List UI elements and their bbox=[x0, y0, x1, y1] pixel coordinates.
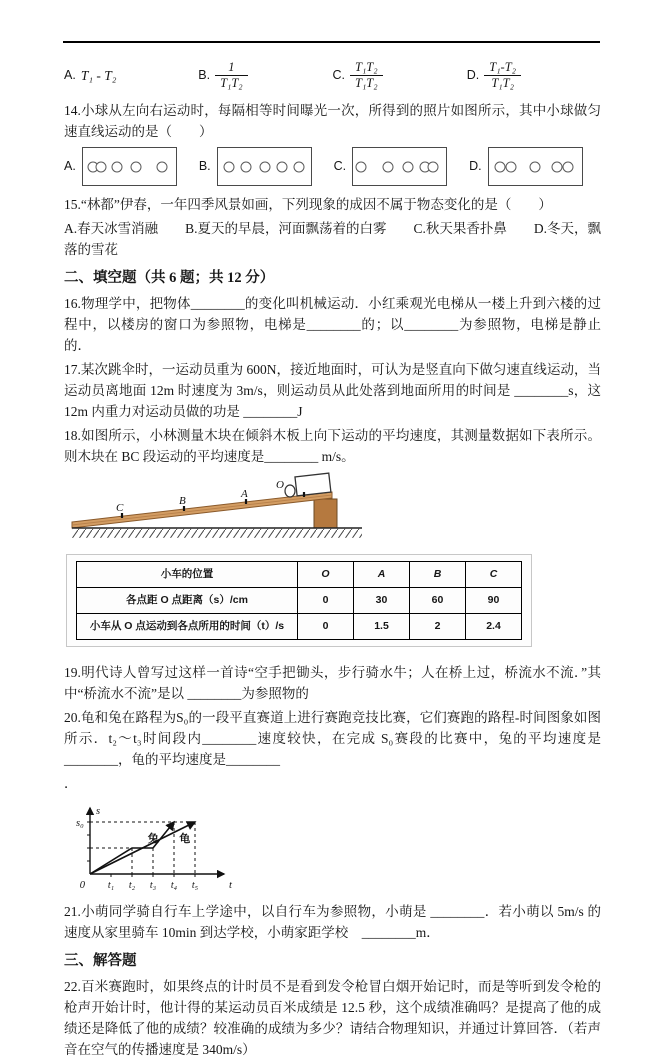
block-on-incline bbox=[295, 473, 331, 496]
ball bbox=[130, 161, 141, 172]
question-14: 14.小球从左向右运动时，每隔相等时间曝光一次，所得到的照片如图所示，其中小球做匀速直线运动的是（ ） bbox=[64, 103, 601, 139]
q18-table-wrapper bbox=[66, 554, 532, 647]
question-20-period: ． bbox=[64, 776, 78, 791]
value-cell: 0 bbox=[298, 614, 354, 640]
table-row bbox=[77, 614, 522, 640]
ball-figure bbox=[334, 147, 448, 186]
ball bbox=[562, 161, 573, 172]
ball bbox=[241, 161, 252, 172]
table-row bbox=[77, 562, 522, 588]
q13-option bbox=[198, 60, 332, 91]
option-fraction: $\frac{1}{\text{T₁T₂}}$ bbox=[215, 60, 248, 91]
ball-box bbox=[352, 147, 447, 186]
ball bbox=[428, 161, 439, 172]
question-21: 21.小萌同学骑自行车上学途中，以自行车为参照物，小萌是 ________．若小萌以 5m/s 的速度从家里骑车 10min 到达学校，小萌家距学校 ________m． bbox=[64, 904, 601, 940]
point-label-b: B bbox=[179, 495, 186, 507]
ball bbox=[494, 161, 505, 172]
value-cell: C bbox=[466, 562, 522, 588]
q20-graph-figure bbox=[64, 796, 601, 898]
ball-figure bbox=[469, 147, 583, 186]
ground-hatching bbox=[72, 529, 362, 538]
ball bbox=[551, 161, 562, 172]
figure-label: A. bbox=[64, 159, 76, 173]
table-row bbox=[77, 588, 522, 614]
x-axis-label: t bbox=[229, 880, 232, 891]
q14-figures bbox=[64, 147, 601, 186]
x-tick-label: t₄ bbox=[170, 880, 178, 891]
option-label: A. bbox=[64, 67, 76, 82]
question-22: 22.百米赛跑时，如果终点的计时员不是看到发令枪冒白烟开始记时，而是等听到发令枪的枪声开始计时，他计得的某运动员百米成绩是 12.5 秒，这个成绩准确吗？是提高了他的成绩还是降低了他的成绩？较准确的成绩为多少？请结合物理知识，并通过计算回答．（若声音在空气的传播速度是 340m/s） bbox=[64, 979, 601, 1057]
question-20: 20.龟和兔在路程为S₀的一段平直赛道上进行赛跑竞技比赛，它们赛跑的路程-时间图象如图所示．t₂～t₃时间段内________速度较快，在完成 S₀赛段的比赛中，兔的平均速度是________，龟的平均速度是________ bbox=[64, 710, 601, 767]
incline-figure bbox=[64, 470, 601, 546]
x-tick-label: t₅ bbox=[191, 880, 199, 891]
q20-graph bbox=[64, 796, 239, 892]
section-2-header: 二、填空题（共 6 题；共 12 分） bbox=[64, 270, 275, 286]
option-expression: T₁ - T₂ bbox=[80, 67, 117, 83]
figure-label: B. bbox=[198, 159, 211, 173]
x-tick-label: t₂ bbox=[128, 880, 136, 891]
ball bbox=[112, 161, 123, 172]
question-19: 19.明代诗人曾写过这样一首诗“空手把锄头，步行骑水牛；人在桥上过，桥流水不流．”其中“桥流水不流”是以 ________为参照物的 bbox=[64, 665, 601, 701]
question-17: 17.某次跳伞时，一运动员重为 600N，接近地面时，可认为是竖直向下做匀速直线运动，当运动员离地面 12m 时速度为 3m/s，则运动员从此处落到地面所用的时间是 ________s，这 12m 内重力对运动员做的功是 ________J bbox=[64, 362, 601, 419]
option-label: D. bbox=[466, 67, 480, 82]
point-label-c: C bbox=[116, 502, 124, 514]
option-fraction: $\frac{\text{T₁-T₂}}{\text{T₁T₂}}$ bbox=[484, 60, 521, 91]
value-cell: 0 bbox=[298, 588, 354, 614]
ball-box bbox=[488, 147, 583, 186]
question-16: 16.物理学中，把物体________的变化叫机械运动．小红乘观光电梯从一楼上升到六楼的过程中，以楼房的窗口为参照物，电梯是________的；以________为参照物，电梯是静止的． bbox=[64, 296, 601, 353]
q13-option bbox=[333, 60, 467, 91]
ball-figure bbox=[199, 147, 312, 186]
ball bbox=[402, 161, 413, 172]
page-content bbox=[64, 50, 601, 1063]
ball-figure bbox=[64, 147, 177, 186]
incline-svg bbox=[64, 470, 369, 540]
ball bbox=[276, 161, 287, 172]
ball-box bbox=[217, 147, 312, 186]
x-tick-label: t₁ bbox=[107, 880, 115, 891]
value-cell: 90 bbox=[466, 588, 522, 614]
x-tick-label: t₃ bbox=[149, 880, 157, 891]
option-label: B. bbox=[198, 67, 211, 82]
point-label-a: A bbox=[241, 488, 248, 500]
y-axis-label: s bbox=[96, 806, 101, 817]
incline-board-edge bbox=[72, 495, 332, 525]
ball bbox=[156, 161, 167, 172]
value-cell: 2.4 bbox=[466, 614, 522, 640]
ball bbox=[356, 161, 367, 172]
row-header-cell: 各点距 O 点距离（s）/cm bbox=[77, 588, 298, 614]
option-label: C. bbox=[332, 67, 345, 82]
value-cell: O bbox=[298, 562, 354, 588]
value-cell: A bbox=[354, 562, 410, 588]
ball bbox=[294, 161, 305, 172]
question-15-options: A.春天冰雪消融 B.夏天的早晨，河面飘荡着的白雾 C.秋天果香扑鼻 D.冬天，飘落的雪花 bbox=[64, 221, 602, 257]
q18-table bbox=[76, 561, 522, 640]
q18-table-body bbox=[77, 562, 522, 640]
row-header-cell: 小车从 O 点运动到各点所用的时间（t）/s bbox=[77, 614, 298, 640]
option-fraction: $\frac{\text{T₁T₂}}{\text{T₁T₂}}$ bbox=[350, 60, 383, 91]
series-label: 龟 bbox=[179, 832, 191, 845]
incline-support bbox=[314, 499, 337, 528]
top-divider bbox=[63, 41, 600, 43]
q13-option bbox=[64, 65, 198, 86]
point-label-o: O bbox=[276, 479, 284, 491]
value-cell: B bbox=[410, 562, 466, 588]
question-15: 15.“林都”伊春，一年四季风景如画，下列现象的成因不属于物态变化的是（ ） bbox=[64, 197, 552, 212]
ball bbox=[223, 161, 234, 172]
value-cell: 30 bbox=[354, 588, 410, 614]
series-line bbox=[90, 822, 195, 874]
ball bbox=[382, 161, 393, 172]
row-header-cell: 小车的位置 bbox=[77, 562, 298, 588]
ball bbox=[260, 161, 271, 172]
q13-options bbox=[64, 56, 601, 94]
ball bbox=[530, 161, 541, 172]
value-cell: 2 bbox=[410, 614, 466, 640]
ball bbox=[96, 161, 107, 172]
ball-box bbox=[82, 147, 177, 186]
value-cell: 60 bbox=[410, 588, 466, 614]
q13-option bbox=[467, 60, 601, 91]
y-max-label: s₀ bbox=[76, 818, 84, 829]
series-label: 兔 bbox=[147, 832, 159, 845]
ball bbox=[505, 161, 516, 172]
figure-label: D. bbox=[469, 159, 482, 173]
figure-label: C. bbox=[333, 159, 347, 173]
block-ring bbox=[285, 485, 295, 497]
section-3-header: 三、解答题 bbox=[64, 953, 137, 969]
question-18: 18.如图所示，小林测量木块在倾斜木板上向下运动的平均速度，其测量数据如下表所示。则木块在 BC 段运动的平均速度是________ m/s。 bbox=[64, 428, 601, 464]
origin-label: 0 bbox=[79, 880, 85, 891]
value-cell: 1.5 bbox=[354, 614, 410, 640]
